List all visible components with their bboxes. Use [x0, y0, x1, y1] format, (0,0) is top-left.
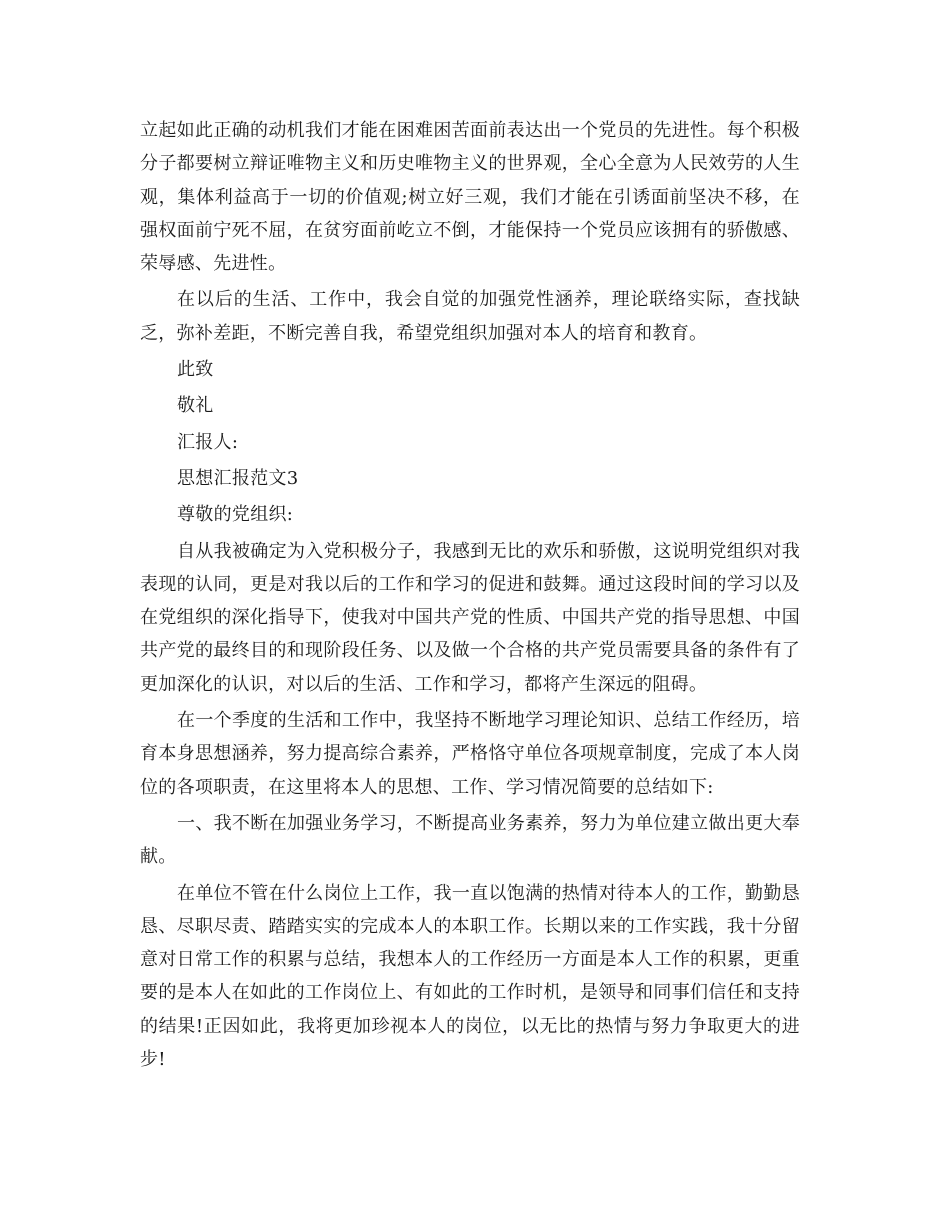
- paragraph-intro: 自从我被确定为入党积极分子，我感到无比的欢乐和骄傲，这说明党组织对我表现的认同，更是对我以后的工作和学习的促进和鼓舞。通过这段时间的学习以及在党组织的深化指导下，使我对中国共产党的性质、中国共产党的指导思想、中国共产党的最终目的和现阶段任务、以及做一个合格的共产党员需要具备的条件有了更加深化的认识，对以后的生活、工作和学习，都将产生深远的阻碍。: [140, 540, 800, 695]
- paragraph-work-attitude: 在单位不管在什么岗位上工作，我一直以饱满的热情对待本人的工作，勤勤恳恳、尽职尽责、踏踏实实的完成本人的本职工作。长期以来的工作实践，我十分留意对日常工作的积累与总结，我想本人的工作经历一方面是本人工作的积累，更重要的是本人在如此的工作岗位上、有如此的工作时机，是领导和同事们信任和支持的结果!正因如此，我将更加珍视本人的岗位，以无比的热情与努力争取更大的进步!: [140, 882, 800, 1071]
- closing-salutation-1: 此致: [177, 359, 214, 381]
- closing-salutation-2: 敬礼: [177, 395, 214, 417]
- reporter-label: 汇报人:: [177, 431, 239, 453]
- paragraph-continuation: 立起如此正确的动机我们才能在困难困苦面前表达出一个党员的先进性。每个积极分子都要树立辩证唯物主义和历史唯物主义的世界观，全心全意为人民效劳的人生观，集体利益高于一切的价值观;树立好三观，我们才能在引诱面前坚决不移，在强权面前宁死不屈，在贫穷面前屹立不倒，才能保持一个党员应该拥有的骄傲感、荣辱感、先进性。: [140, 120, 800, 275]
- document-body: [140, 114, 800, 1076]
- paragraph-summary: 在一个季度的生活和工作中，我坚持不断地学习理论知识、总结工作经历，培育本身思想涵养，努力提高综合素养，严格恪守单位各项规章制度，完成了本人岗位的各项职责，在这里将本人的思想、工作、学习情况简要的总结如下:: [140, 710, 800, 798]
- paragraph-point-one: 一、我不断在加强业务学习，不断提高业务素养，努力为单位建立做出更大奉献。: [140, 812, 800, 868]
- greeting: 尊敬的党组织:: [177, 504, 294, 526]
- section-title: 思想汇报范文3: [177, 467, 299, 489]
- paragraph-commitment: 在以后的生活、工作中，我会自觉的加强党性涵养，理论联络实际，查找缺乏，弥补差距，不断完善自我，希望党组织加强对本人的培育和教育。: [140, 289, 800, 344]
